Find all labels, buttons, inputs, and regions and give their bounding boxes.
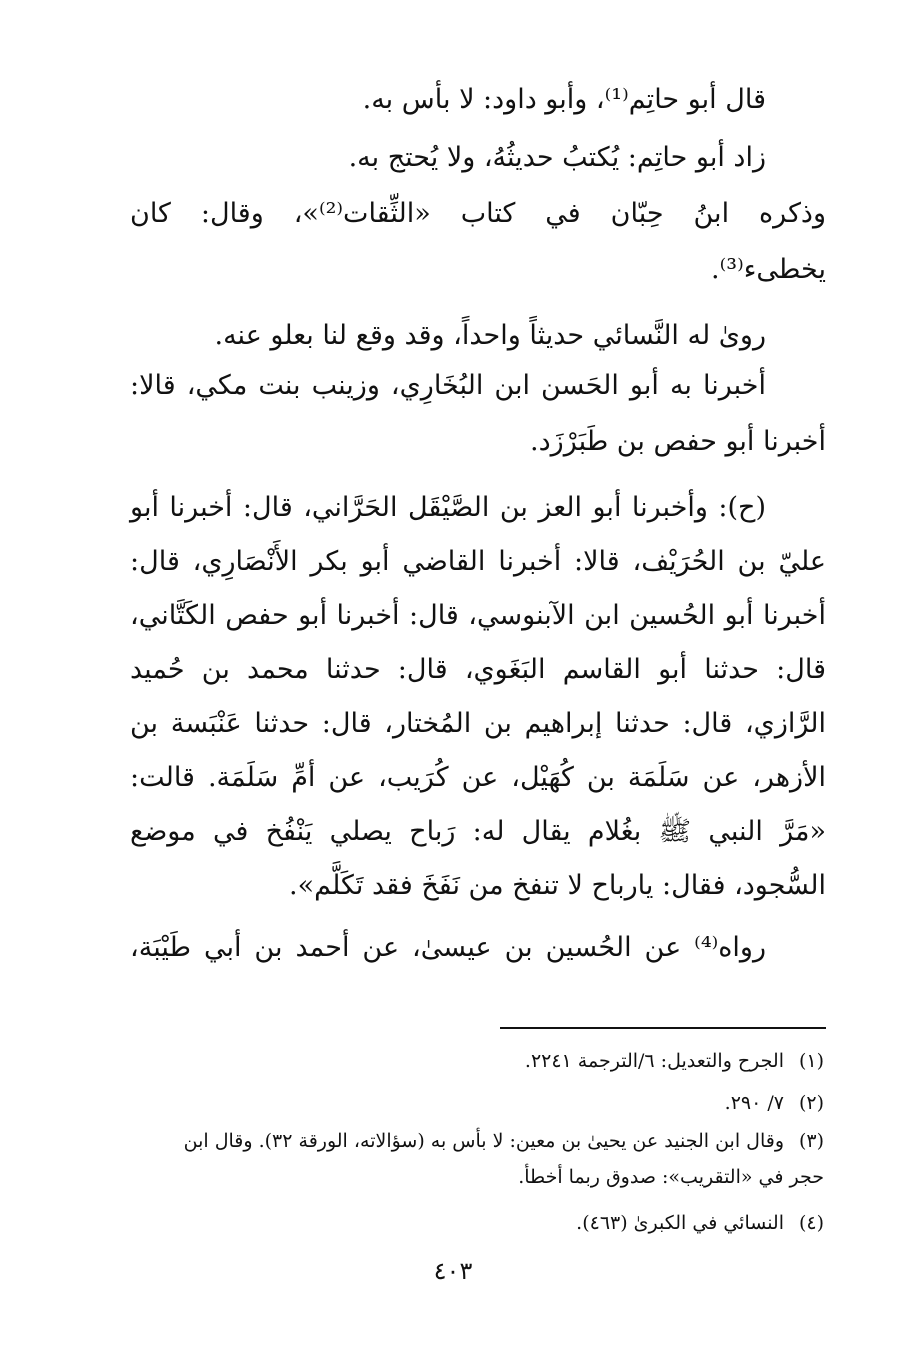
text-line: الرَّازي، قال: حدثنا إبراهيم بن المُختار، قال: حدثنا عَنْبَسة بن	[130, 708, 826, 739]
footnote-text: حجر في «التقريب»: صدوق ربما أخطأ.	[518, 1166, 824, 1188]
text-line: أخبرنا به أبو الحَسن ابن البُخَارِي، وزينب بنت مكي، قالا:	[130, 370, 766, 401]
text-line: الأزهر، عن سَلَمَة بن كُهَيْل، عن كُرَيب، عن أمِّ سَلَمَة. قالت:	[130, 762, 826, 793]
footnote-number: (١)	[798, 1050, 824, 1072]
text-line: يخطىء⁽³⁾.	[711, 254, 826, 285]
footnote-text: النسائي في الكبرىٰ (٤٦٣).	[576, 1212, 784, 1234]
text-line: قال أبو حاتِم⁽¹⁾، وأبو داود: لا بأس به.	[362, 84, 766, 115]
text-line: زاد أبو حاتِم: يُكتبُ حديثُهُ، ولا يُحتج به.	[348, 142, 766, 173]
text-line: وذكره ابنُ حِبّان في كتاب «الثِّقات⁽²⁾»، وقال: كان	[130, 198, 826, 229]
footnote	[130, 1046, 824, 1076]
text-line: «مَرَّ النبي ﷺ بغُلام يقال له: رَباح يصلي يَنْفُخ في موضع	[130, 816, 826, 847]
footnote-text: وقال ابن الجنيد عن يحيىٰ بن معين: لا بأس به (سؤالاته، الورقة ٣٢). وقال ابن	[183, 1130, 784, 1152]
text-line: أخبرنا أبو الحُسين ابن الآبنوسي، قال: أخبرنا أبو حفص الكَتَّاني،	[130, 600, 826, 631]
text-line: قال: حدثنا أبو القاسم البَغَوي، قال: حدثنا محمد بن حُميد	[130, 654, 826, 685]
page-number: ٤٠٣	[433, 1257, 473, 1285]
footnote-separator	[500, 1027, 826, 1029]
text-line: السُّجود، فقال: يارباح لا تنفخ من نَفَخَ فقد تَكَلَّم».	[289, 870, 826, 901]
footnote-continuation	[130, 1162, 824, 1192]
text-line: رواه⁽⁴⁾ عن الحُسين بن عيسىٰ، عن أحمد بن أبي طَيْبَة،	[130, 932, 766, 963]
footnote	[130, 1126, 824, 1156]
footnote-text: الجرح والتعديل: ٦/الترجمة ٢٢٤١.	[524, 1050, 784, 1072]
footnote-text: ٧/ ٢٩٠.	[724, 1092, 784, 1114]
text-line: (ح): وأخبرنا أبو العز بن الصَّيْقَل الحَرَّاني، قال: أخبرنا أبو	[130, 492, 766, 523]
text-line: أخبرنا أبو حفص بن طَبَرْزَد.	[530, 426, 826, 457]
footnote-number: (٣)	[798, 1130, 824, 1152]
footnote	[130, 1208, 824, 1238]
text-line: رویٰ له النَّسائي حديثاً واحداً، وقد وقع لنا بعلو عنه.	[214, 320, 766, 351]
footnote-number: (٢)	[798, 1092, 824, 1114]
text-line: عليّ بن الحُرَيْف، قالا: أخبرنا القاضي أبو بكر الأَنْصَارِي، قال:	[130, 546, 826, 577]
footnote	[130, 1088, 824, 1118]
footnote-number: (٤)	[798, 1212, 824, 1234]
